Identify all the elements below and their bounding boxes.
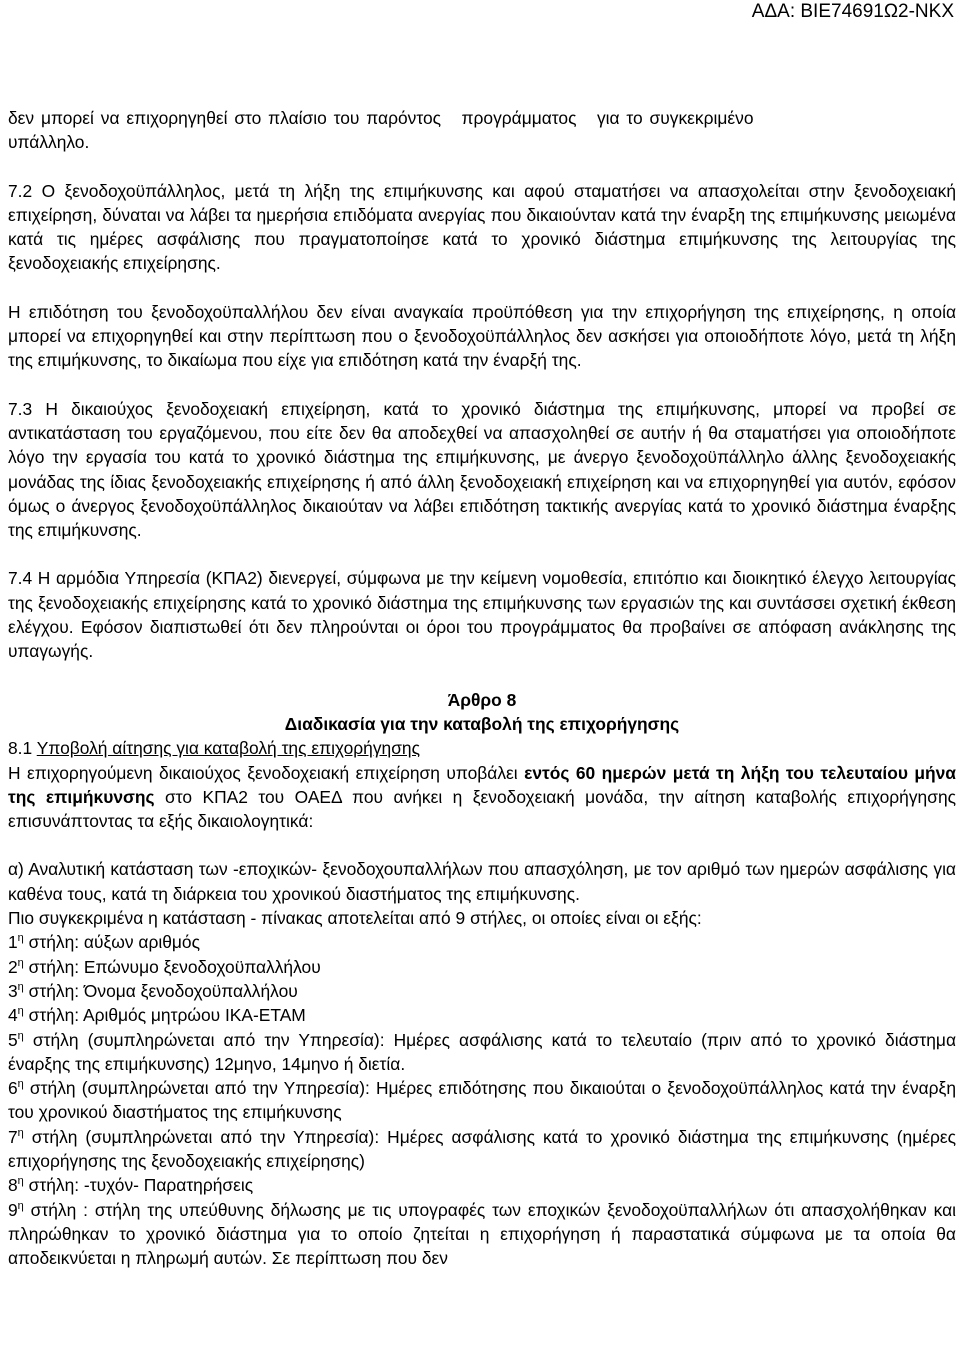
intro-paragraph (8, 106, 956, 155)
column-item (8, 930, 956, 954)
column-number: 6 (8, 1078, 18, 1099)
section-7-4 (8, 566, 956, 663)
column-text: στήλη: αύξων αριθμός (23, 932, 200, 953)
section-8-1-number: 8.1 (8, 738, 33, 759)
column-text: στήλη (συμπληρώνεται από την Υπηρεσία): Ημέρες ασφάλισης κατά το χρονικό διάστημα της επιμήκυνσης (ημέρες επιχορήγησης της ξενοδοχειακής επιχείρησης) (8, 1126, 956, 1171)
column-text: στήλη: -τυχόν- Παρατηρήσεις (23, 1175, 254, 1196)
column-text: στήλη: Αριθμός μητρώου ΙΚΑ-ΕΤΑΜ (23, 1005, 306, 1026)
ordinal-suffix: η (17, 1078, 24, 1091)
section-7-2 (8, 179, 956, 276)
section-8-1-deadline: εντός 60 ημερών μετά τη λήξη του τελευταίου μήνα της επιμήκυνσης (8, 762, 957, 807)
column-number: 5 (8, 1029, 18, 1050)
section-7-2-text: Ο ξενοδοχοϋπάλληλος, μετά τη λήξη της επιμήκυνσης και αφού σταματήσει να απασχολείται στην ξενοδοχειακή επιχείρηση, δύναται να λάβει τα ημερήσια επιδόματα ανεργίας που δικαιούνταν κατά την έναρξη της επιμήκυνσης μειωμένα κατά τις ημέρες ασφάλισης που πραγματοποίησε κατά το χρονικό διάστημα επιμήκυνσης της λειτουργίας της ξενοδοχειακής επιχείρησης. (8, 180, 956, 274)
subsidy-paragraph: Η επιδότηση του ξενοδοχοϋπαλλήλου δεν είναι αναγκαία προϋπόθεση για την επιχορήγηση της επιχείρησης, η οποία μπορεί να επιχορηγηθεί και στην περίπτωση που ο ξενοδοχοϋπάλληλος δεν ασκήσει για οποιοδήποτε λόγο, μετά τη λήξη της επιμήκυνσης, το δικαίωμα που είχε για επιδότηση κατά την έναρξή της. (8, 301, 956, 371)
column-text: στήλη (συμπληρώνεται από την Υπηρεσία): Ημέρες επιδότησης που δικαιούται ο ξενοδοχοϋπάλληλος κατά την έναρξη του χρονικού διαστήματος της επιμήκυνσης (8, 1078, 956, 1123)
column-item (8, 955, 956, 979)
ordinal-suffix: η (17, 981, 24, 994)
section-7-3-number: 7.3 (8, 398, 33, 419)
column-item (8, 1173, 956, 1197)
column-item (8, 1125, 956, 1174)
column-number: 9 (8, 1199, 18, 1220)
section-7-3 (8, 397, 956, 543)
ordinal-suffix: η (17, 1175, 24, 1188)
column-number: 8 (8, 1175, 18, 1196)
ordinal-suffix: η (17, 1199, 24, 1212)
section-8-1-text (8, 761, 956, 834)
column-number: 2 (8, 956, 18, 977)
ordinal-suffix: η (17, 1029, 24, 1042)
section-7-2-number: 7.2 (8, 180, 33, 201)
column-number: 1 (8, 932, 18, 953)
ordinal-suffix: η (17, 1005, 24, 1018)
table-intro: Πιο συγκεκριμένα η κατάσταση - πίνακας αποτελείται από 9 στήλες, οι οποίες είναι οι εξής: (8, 908, 702, 929)
column-item (8, 1003, 956, 1027)
article-title: Άρθρο 8 (447, 689, 517, 710)
section-7-3-text: Η δικαιούχος ξενοδοχειακή επιχείρηση, κατά το χρονικό διάστημα της επιμήκυνσης, μπορεί να προβεί σε αντικατάσταση του εργαζόμενου, που είτε δεν θα αποδεχθεί να απασχοληθεί σε αυτήν ή θα σταματήσει για οποιοδήποτε λόγο την εργασία του κατά το χρονικό διάστημα της επιμήκυνσης, με άνεργο ξενοδοχοϋπάλληλο άλλης ξενοδοχειακής μονάδας της ίδιας ξενοδοχειακής επιχείρησης ή από άλλη ξενοδοχειακή επιχείρηση και να επιχορηγηθεί για αυτόν, εφόσον όμως ο άνεργος ξενοδοχοϋπάλληλος δικαιούταν να λάβει επιδότηση τακτικής ανεργίας κατά το χρονικό διάστημα έναρξης της επιμήκυνσης. (8, 398, 956, 541)
section-8-1-text-a: Η επιχορηγούμενη δικαιούχος ξενοδοχειακή επιχείρηση υποβάλει (8, 762, 525, 783)
column-item (8, 979, 956, 1003)
section-8-1-title: Υποβολή αίτησης για καταβολή της επιχορήγησης (36, 738, 420, 759)
section-7-4-text: Η αρμόδια Υπηρεσία (ΚΠΑ2) διενεργεί, σύμφωνα με την κείμενη νομοθεσία, επιτόπιο και διοικητικό έλεγχο λειτουργίας της ξενοδοχειακής επιχείρησης κατά το χρονικό διάστημα της επιμήκυνσης των εργασιών της και συντάσσει σχετική έκθεση ελέγχου. Εφόσον διαπιστωθεί ότι δεν πληρούνται οι όροι του προγράμματος θα προβαίνει σε απόφαση ανάκλησης της υπαγωγής. (8, 568, 956, 662)
column-text: στήλη : στήλη της υπεύθυνης δήλωσης με τις υπογραφές των εποχικών ξενοδοχοϋπαλλήλων ότι απασχολήθηκαν και πληρώθηκαν το χρονικό διάστημα για το οποίο ζητείται η επιχορήγηση ή παραστατικά σύμφωνα με τα οποία θα αποδεικνύεται η πληρωμή αυτών. Σε περίπτωση που δεν (8, 1199, 956, 1269)
column-text: στήλη (συμπληρώνεται από την Υπηρεσία): Ημέρες ασφάλισης κατά το τελευταίο (πριν από το χρονικό διάστημα έναρξης της επιμήκυνσης) 12μηνο, 14μηνο ή διετία. (8, 1029, 956, 1074)
ada-code: ΑΔΑ: ΒΙΕ74691Ω2-ΝΚΧ (751, 1, 954, 22)
ordinal-suffix: η (17, 1126, 24, 1139)
article-subtitle: Διαδικασία για την καταβολή της επιχορήγησης (284, 713, 680, 734)
section-8-1-text-b: στο ΚΠΑ2 του ΟΑΕΔ που ανήκει η ξενοδοχειακή μονάδα, την αίτηση καταβολής επιχορήγησης επισυνάπτοντας τα εξής δικαιολογητικά: (8, 786, 956, 832)
column-item (8, 1198, 956, 1271)
section-8-1-heading (8, 736, 956, 760)
column-text: στήλη: Όνομα ξενοδοχοϋπαλλήλου (23, 980, 298, 1001)
intro-line-1: δεν μπορεί να επιχορηγηθεί στο πλαίσιο του παρόντος προγράμματος για το συγκεκριμένο (8, 108, 754, 128)
column-item (8, 1028, 956, 1077)
column-list (8, 930, 956, 1270)
document-body (8, 106, 956, 1270)
ordinal-suffix: η (17, 932, 24, 945)
ordinal-suffix: η (17, 956, 24, 969)
section-7-4-number: 7.4 (8, 568, 33, 589)
column-text: στήλη: Επώνυμο ξενοδοχοϋπαλλήλου (23, 956, 321, 977)
column-number: 7 (8, 1126, 18, 1147)
item-a: α) Αναλυτική κατάσταση των -εποχικών- ξενοδοχουπαλλήλων που απασχόληση, με τον αριθμό των ημερών ασφάλισης για καθένα τους, κατά τη διάρκεια του χρονικού διαστήματος της επιμήκυνσης. (8, 859, 956, 904)
column-number: 3 (8, 980, 18, 1001)
column-number: 4 (8, 1005, 18, 1026)
intro-line-2: υπάλληλο. (8, 132, 90, 153)
column-item (8, 1076, 956, 1125)
